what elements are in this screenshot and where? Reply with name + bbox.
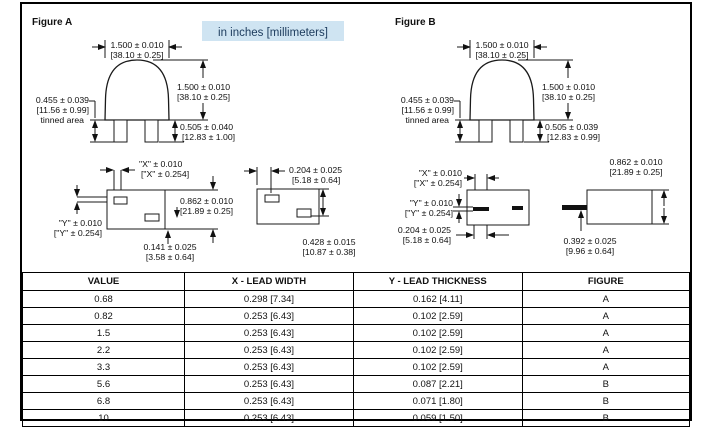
dimension-drawings bbox=[22, 4, 690, 272]
col-header-value: VALUE bbox=[23, 273, 185, 291]
cell-x-lead-width: 0.253 [6.43] bbox=[185, 359, 354, 376]
dim-label: [38.10 ± 0.25] bbox=[542, 92, 596, 102]
dim-label: [5.18 ± 0.64] bbox=[402, 235, 451, 245]
table-row bbox=[23, 308, 690, 325]
cell-y-lead-thickness: 0.102 [2.59] bbox=[353, 342, 522, 359]
dim-label: [11.56 ± 0.99] bbox=[401, 105, 454, 115]
dim-label: ["Y" ± 0.254] bbox=[404, 208, 453, 218]
dim-label: ["X" ± 0.254] bbox=[413, 178, 462, 188]
dim-label: 1.500 ± 0.010 bbox=[110, 40, 164, 50]
dim-label: 0.862 ± 0.010 bbox=[180, 196, 234, 206]
table-row bbox=[23, 393, 690, 410]
dim-label: 1.500 ± 0.010 bbox=[177, 82, 231, 92]
cell-x-lead-width: 0.253 [6.43] bbox=[185, 342, 354, 359]
figure-b-end-view bbox=[562, 157, 669, 256]
dim-label: "Y" ± 0.010 bbox=[58, 218, 102, 228]
cell-figure: A bbox=[522, 359, 689, 376]
cell-x-lead-width: 0.253 [6.43] bbox=[185, 308, 354, 325]
cell-x-lead-width: 0.298 [7.34] bbox=[185, 291, 354, 308]
dim-label: 0.862 ± 0.010 bbox=[609, 157, 663, 167]
cell-value: 2.2 bbox=[23, 342, 185, 359]
cell-value: 0.82 bbox=[23, 308, 185, 325]
dim-label: ["X" ± 0.254] bbox=[141, 169, 190, 179]
col-header-figure: FIGURE bbox=[522, 273, 689, 291]
cell-value: 1.5 bbox=[23, 325, 185, 342]
dim-label: 0.141 ± 0.025 bbox=[143, 242, 197, 252]
dim-label: 0.455 ± 0.039 bbox=[35, 95, 89, 105]
dim-label: [38.10 ± 0.25] bbox=[110, 50, 164, 60]
dim-label: 0.505 ± 0.039 bbox=[545, 122, 599, 132]
cell-value: 10 bbox=[23, 410, 185, 427]
lead-dimensions-table bbox=[22, 272, 690, 427]
cell-figure: A bbox=[522, 291, 689, 308]
figure-b-label: Figure B bbox=[395, 17, 436, 28]
datasheet-page bbox=[20, 2, 692, 424]
figure-a-label: Figure A bbox=[32, 17, 73, 28]
dim-label: 0.505 ± 0.040 bbox=[180, 122, 234, 132]
dim-label: [5.18 ± 0.64] bbox=[292, 175, 341, 185]
figure-a-side-view bbox=[54, 159, 233, 262]
cell-figure: B bbox=[522, 393, 689, 410]
dim-label: [38.10 ± 0.25] bbox=[177, 92, 231, 102]
dim-label: tinned area bbox=[405, 115, 449, 125]
dim-label: 0.428 ± 0.015 bbox=[302, 237, 356, 247]
cell-y-lead-thickness: 0.059 [1.50] bbox=[353, 410, 522, 427]
cell-x-lead-width: 0.253 [6.43] bbox=[185, 393, 354, 410]
cell-figure: A bbox=[522, 325, 689, 342]
dim-label: 1.500 ± 0.010 bbox=[542, 82, 596, 92]
units-note: in inches [millimeters] bbox=[218, 27, 328, 39]
table-row bbox=[23, 291, 690, 308]
dim-label: [3.58 ± 0.64] bbox=[145, 252, 195, 262]
table-row bbox=[23, 359, 690, 376]
cell-y-lead-thickness: 0.162 [4.11] bbox=[353, 291, 522, 308]
dim-label: 0.392 ± 0.025 bbox=[563, 236, 617, 246]
cell-x-lead-width: 0.253 [6.43] bbox=[185, 325, 354, 342]
table-header-row bbox=[23, 273, 690, 291]
dim-label: "X" ± 0.010 bbox=[418, 168, 462, 178]
col-header-x-lead-width: X - LEAD WIDTH bbox=[185, 273, 354, 291]
dim-label: 1.500 ± 0.010 bbox=[475, 40, 529, 50]
dim-label: [21.89 ± 0.25] bbox=[180, 206, 234, 216]
table-row bbox=[23, 325, 690, 342]
table-row bbox=[23, 342, 690, 359]
figure-b-side-view bbox=[398, 168, 529, 245]
dim-label: "Y" ± 0.010 bbox=[409, 198, 453, 208]
dim-label: [21.89 ± 0.25] bbox=[609, 167, 663, 177]
cell-figure: B bbox=[522, 376, 689, 393]
dim-label: tinned area bbox=[40, 115, 84, 125]
cell-y-lead-thickness: 0.102 [2.59] bbox=[353, 359, 522, 376]
table-row bbox=[23, 410, 690, 427]
dim-label: [9.96 ± 0.64] bbox=[565, 246, 615, 256]
cell-x-lead-width: 0.253 [6.43] bbox=[185, 410, 354, 427]
cell-y-lead-thickness: 0.087 [2.21] bbox=[353, 376, 522, 393]
dim-label: ["Y" ± 0.254] bbox=[53, 228, 102, 238]
cell-figure: A bbox=[522, 308, 689, 325]
dim-label: [12.83 ± 1.00] bbox=[182, 132, 236, 142]
cell-value: 0.68 bbox=[23, 291, 185, 308]
col-header-y-lead-thickness: Y - LEAD THICKNESS bbox=[353, 273, 522, 291]
cell-y-lead-thickness: 0.071 [1.80] bbox=[353, 393, 522, 410]
cell-value: 3.3 bbox=[23, 359, 185, 376]
cell-value: 6.8 bbox=[23, 393, 185, 410]
cell-value: 5.6 bbox=[23, 376, 185, 393]
figures-area bbox=[22, 4, 690, 272]
dim-label: 0.204 ± 0.025 bbox=[289, 165, 343, 175]
dim-label: "X" ± 0.010 bbox=[139, 159, 183, 169]
cell-x-lead-width: 0.253 [6.43] bbox=[185, 376, 354, 393]
figure-a-end-view bbox=[244, 165, 356, 257]
dim-label: 0.204 ± 0.025 bbox=[397, 225, 451, 235]
dim-label: [11.56 ± 0.99] bbox=[36, 105, 89, 115]
cell-y-lead-thickness: 0.102 [2.59] bbox=[353, 308, 522, 325]
cell-figure: A bbox=[522, 342, 689, 359]
cell-figure: B bbox=[522, 410, 689, 427]
cell-y-lead-thickness: 0.102 [2.59] bbox=[353, 325, 522, 342]
table-row bbox=[23, 376, 690, 393]
dim-label: 0.455 ± 0.039 bbox=[400, 95, 454, 105]
dim-label: [10.87 ± 0.38] bbox=[302, 247, 356, 257]
dim-label: [12.83 ± 0.99] bbox=[547, 132, 601, 142]
dim-label: [38.10 ± 0.25] bbox=[475, 50, 529, 60]
